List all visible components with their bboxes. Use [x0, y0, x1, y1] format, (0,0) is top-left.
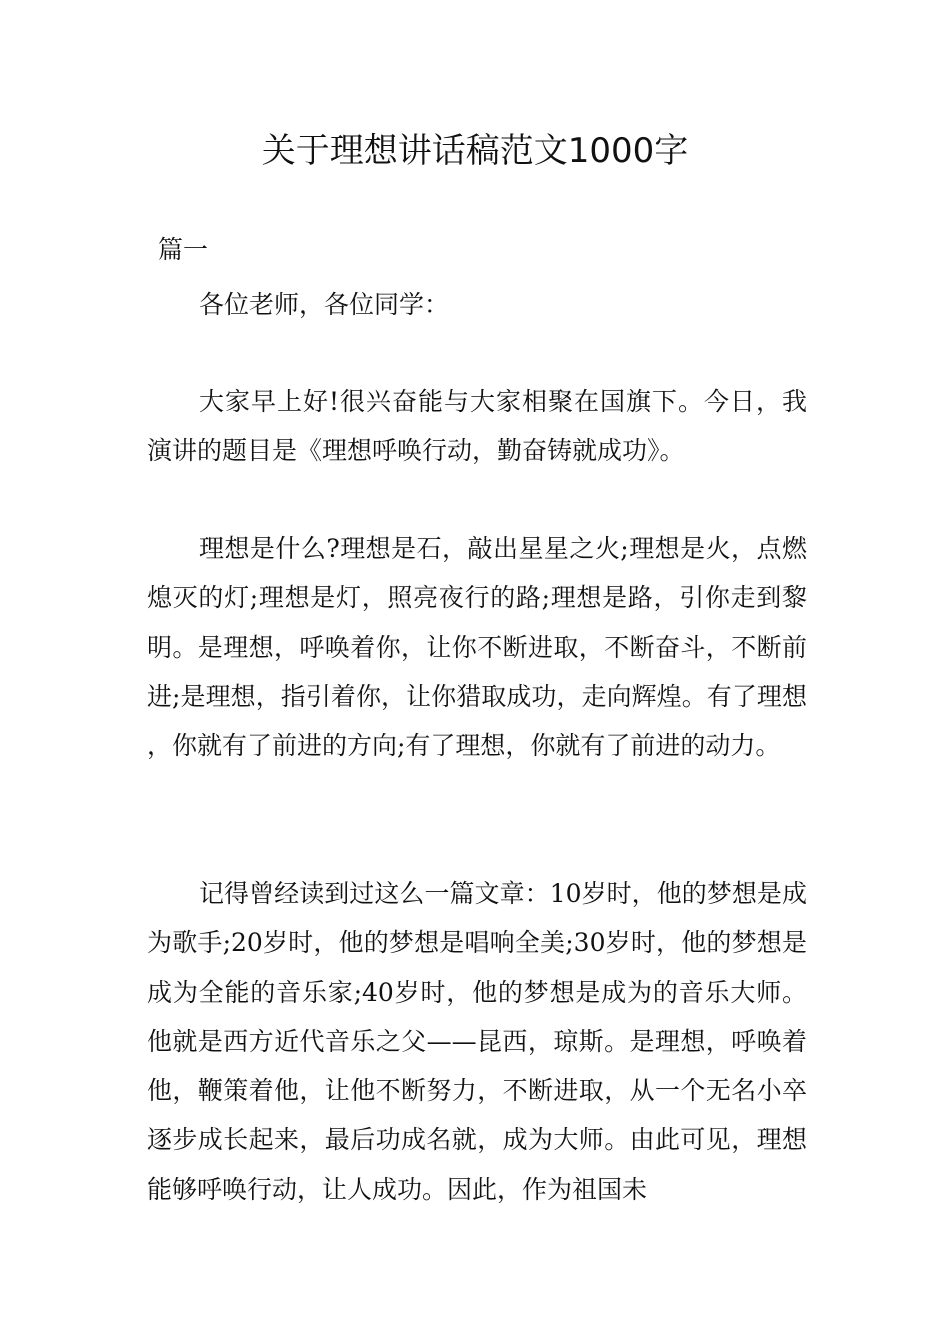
document-title: 关于理想讲话稿范文1000字	[261, 131, 689, 171]
greeting-paragraph: 各位老师，各位同学：	[199, 290, 450, 319]
body-paragraph-1: 大家早上好!很兴奋能与大家相聚在国旗下。今日，我演讲的题目是《理想呼唤行动，勤奋铸就成功》。	[147, 387, 807, 466]
body-paragraph-2: 理想是什么?理想是石，敲出星星之火;理想是火，点燃熄灭的灯;理想是灯，照亮夜行的路;理想是路，引你走到黎明。是理想，呼唤着你，让你不断进取，不断奋斗，不断前进;是理想，指引着你，让你猎取成功，走向辉煌。有了理想，你就有了前进的方向;有了理想，你就有了前进的动力。	[147, 534, 807, 761]
section-label: 篇一	[158, 235, 209, 264]
body-paragraph-3: 记得曾经读到过这么一篇文章：10岁时，他的梦想是成为歌手;20岁时，他的梦想是唱响全美;30岁时，他的梦想是成为全能的音乐家;40岁时，他的梦想是成为的音乐大师。他就是西方近代音乐之父——昆西，琼斯。是理想，呼唤着他，鞭策着他，让他不断努力，不断进取，从一个无名小卒逐步成长起来，最后功成名就，成为大师。由此可见，理想能够呼唤行动，让人成功。因此，作为祖国未	[147, 879, 807, 1204]
